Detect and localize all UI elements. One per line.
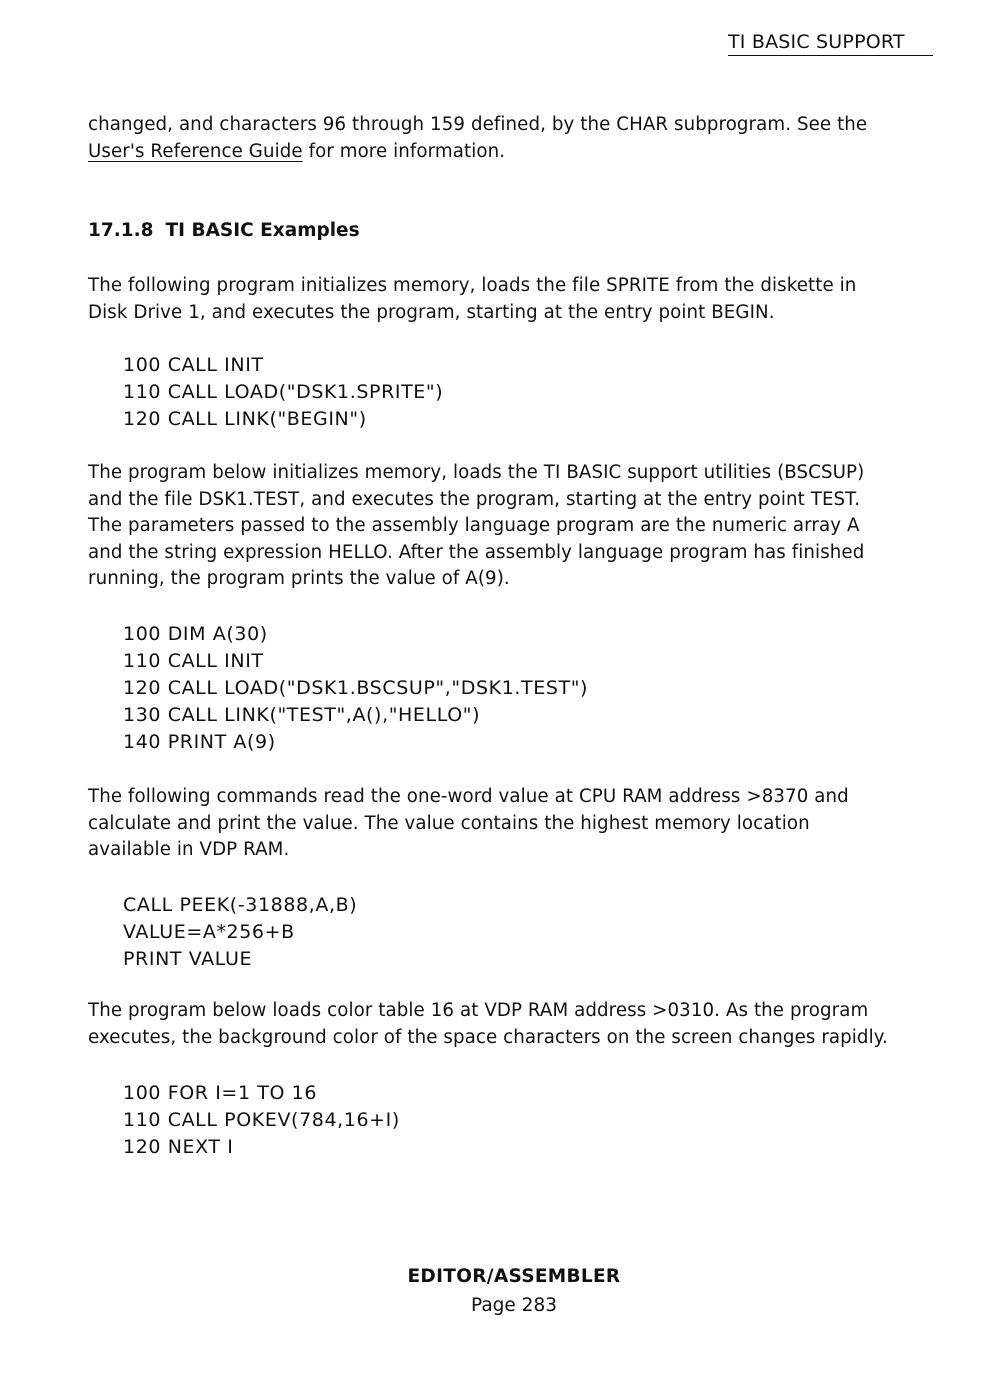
intro-line-2-rest: for more information. bbox=[302, 140, 506, 162]
code-line: 110 CALL LOAD("DSK1.SPRITE") bbox=[123, 381, 444, 403]
example2-description bbox=[88, 460, 928, 593]
section-heading bbox=[88, 220, 360, 241]
example2-desc-line: and the string expression HELLO. After the assembly language program has finished bbox=[88, 541, 865, 563]
code-line: 120 NEXT I bbox=[123, 1136, 234, 1158]
footer-page-number: Page 283 bbox=[471, 1295, 557, 1316]
code-line: 100 FOR I=1 TO 16 bbox=[123, 1082, 318, 1104]
example3-code-listing bbox=[123, 892, 357, 973]
example1-desc-line: The following program initializes memory, loads the file SPRITE from the diskette in bbox=[88, 275, 857, 296]
example2-desc-line: The parameters passed to the assembly language program are the numeric array A bbox=[88, 515, 860, 536]
code-line: 120 CALL LINK("BEGIN") bbox=[123, 408, 367, 430]
code-line: 130 CALL LINK("TEST",A(),"HELLO") bbox=[123, 704, 481, 726]
section-number: 17.1.8 bbox=[88, 220, 154, 241]
code-line: 110 CALL INIT bbox=[123, 650, 264, 672]
example3-desc-line: calculate and print the value. The value contains the highest memory location bbox=[88, 812, 810, 834]
example4-description bbox=[88, 998, 928, 1051]
code-line: 140 PRINT A(9) bbox=[123, 731, 276, 753]
example1-description bbox=[88, 273, 928, 326]
example3-desc-line: available in VDP RAM. bbox=[88, 839, 290, 860]
example2-desc-line: running, the program prints the value of A(9). bbox=[88, 568, 510, 589]
code-line: 120 CALL LOAD("DSK1.BSCSUP","DSK1.TEST") bbox=[123, 677, 589, 699]
example2-code-listing bbox=[123, 621, 588, 756]
code-line: 100 DIM A(30) bbox=[123, 623, 268, 645]
example3-desc-line: The following commands read the one-word value at CPU RAM address >8370 and bbox=[88, 786, 849, 807]
intro-paragraph bbox=[88, 112, 928, 165]
intro-line-2 bbox=[88, 139, 928, 166]
footer-manual-title: EDITOR/ASSEMBLER bbox=[407, 1266, 621, 1287]
section-title: TI BASIC Examples bbox=[165, 220, 360, 241]
example1-desc-line: Disk Drive 1, and executes the program, starting at the entry point BEGIN. bbox=[88, 301, 775, 323]
example2-desc-line: and the file DSK1.TEST, and executes the program, starting at the entry point TEST. bbox=[88, 488, 861, 510]
example1-code-listing bbox=[123, 352, 443, 433]
example4-code-listing bbox=[123, 1080, 400, 1161]
example4-desc-line: executes, the background color of the space characters on the screen changes rapidly. bbox=[88, 1026, 888, 1048]
example3-description bbox=[88, 784, 928, 864]
code-line: CALL PEEK(-31888,A,B) bbox=[123, 894, 358, 916]
example2-desc-line: The program below initializes memory, loads the TI BASIC support utilities (BSCSUP) bbox=[88, 462, 865, 483]
code-line: PRINT VALUE bbox=[123, 948, 253, 970]
intro-line-1: changed, and characters 96 through 159 defined, by the CHAR subprogram. See the bbox=[88, 114, 868, 135]
code-line: VALUE=A*256+B bbox=[123, 921, 295, 943]
code-line: 110 CALL POKEV(784,16+I) bbox=[123, 1109, 400, 1131]
users-reference-guide-title: User's Reference Guide bbox=[88, 140, 303, 162]
code-line: 100 CALL INIT bbox=[123, 354, 264, 376]
running-header: TI BASIC SUPPORT bbox=[728, 30, 933, 56]
example4-desc-line: The program below loads color table 16 at VDP RAM address >0310. As the program bbox=[88, 1000, 869, 1021]
